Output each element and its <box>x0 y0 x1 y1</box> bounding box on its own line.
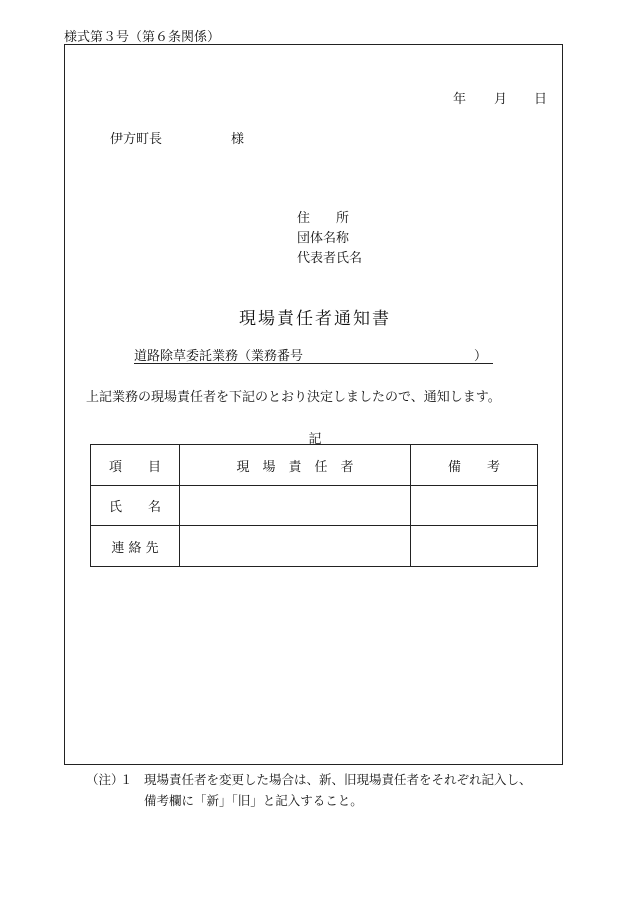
header-remarks: 備 考 <box>411 445 538 486</box>
date-year: 年 <box>453 92 467 107</box>
name-value-cell[interactable] <box>180 486 411 526</box>
contact-value-cell[interactable] <box>180 526 411 567</box>
addressee-name: 伊方町長 <box>110 132 163 147</box>
header-item: 項 目 <box>91 445 180 486</box>
business-close-paren: ） <box>473 349 487 364</box>
note-line-2: 備考欄に「新」「旧」と記入すること。 <box>144 793 363 808</box>
addressee-honorific: 様 <box>231 132 245 147</box>
table-row <box>91 486 538 526</box>
date-month: 月 <box>494 92 508 107</box>
business-name-field[interactable] <box>134 345 493 364</box>
row-contact-label: 連 絡 先 <box>91 526 180 567</box>
note-prefix: （注） <box>86 772 124 787</box>
sender-representative-label: 代表者氏名 <box>297 251 363 266</box>
table-row <box>91 526 538 567</box>
business-label: 道路除草委託業務（業務番号 <box>134 349 304 364</box>
sender-org-label: 団体名称 <box>297 231 350 246</box>
table-header-row <box>91 445 538 486</box>
note-line-1: 現場責任者を変更した場合は、新、旧現場責任者をそれぞれ記入し、 <box>144 772 532 787</box>
contact-remarks-cell[interactable] <box>411 526 538 567</box>
name-remarks-cell[interactable] <box>411 486 538 526</box>
body-text: 上記業務の現場責任者を下記のとおり決定しましたので、通知します。 <box>86 390 501 405</box>
date-day: 日 <box>534 92 548 107</box>
note-number: １ <box>120 772 133 787</box>
header-responsible-person: 現 場 責 任 者 <box>180 445 411 486</box>
responsible-person-table <box>90 444 538 567</box>
row-name-label: 氏 名 <box>91 486 180 526</box>
sender-address-label: 住 所 <box>297 211 350 226</box>
document-title: 現場責任者通知書 <box>239 309 391 329</box>
ki-heading: 記 <box>308 432 322 447</box>
form-number: 様式第３号（第６条関係） <box>64 30 221 45</box>
